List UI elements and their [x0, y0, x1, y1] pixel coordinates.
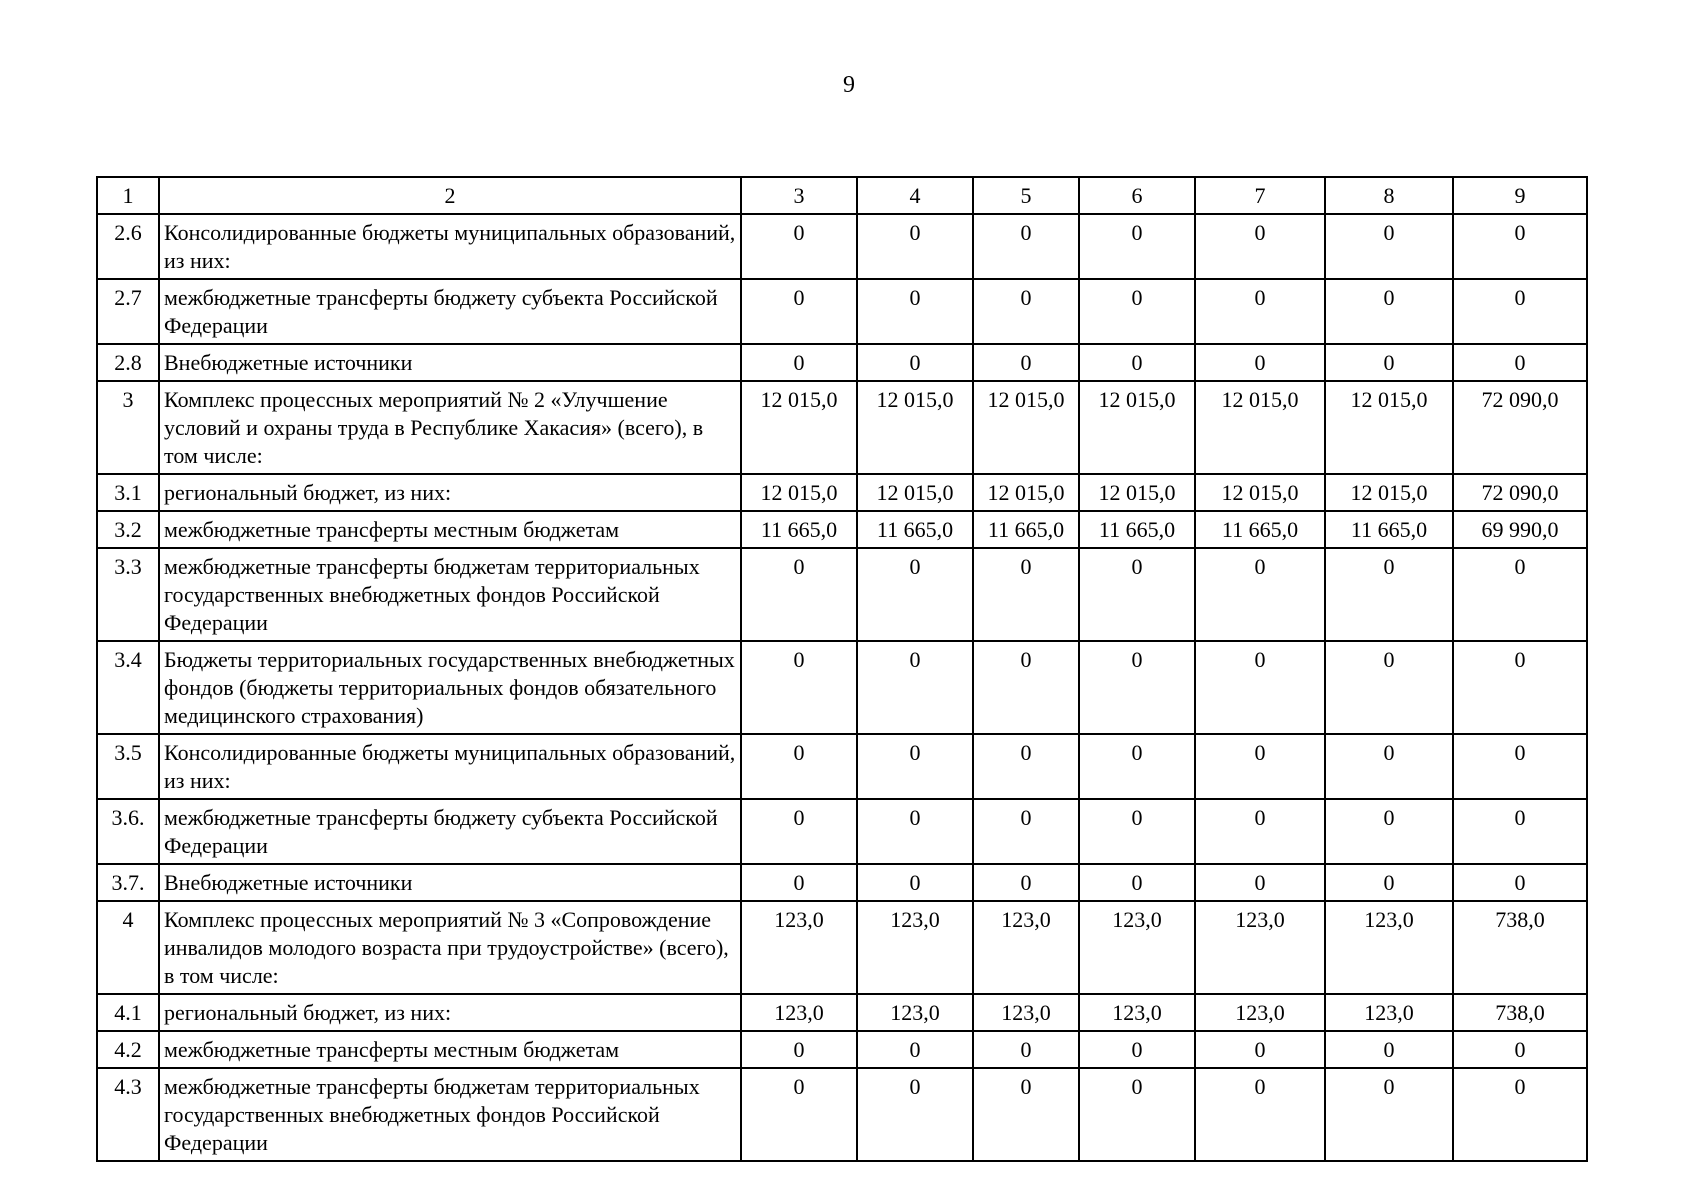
- value-cell: 0: [1325, 864, 1453, 901]
- header-cell: 7: [1195, 177, 1325, 214]
- value-cell: 0: [1453, 1068, 1587, 1161]
- value-cell: 12 015,0: [741, 381, 857, 474]
- value-cell: 0: [857, 734, 973, 799]
- value-cell: 0: [1195, 548, 1325, 641]
- value-cell: 11 665,0: [1325, 511, 1453, 548]
- row-name: межбюджетные трансферты местным бюджетам: [159, 1031, 741, 1068]
- value-cell: 11 665,0: [1079, 511, 1195, 548]
- table-row: [97, 279, 1587, 344]
- value-cell: 11 665,0: [741, 511, 857, 548]
- row-name: межбюджетные трансферты бюджетам территориальных государственных внебюджетных фондов Российской Федерации: [159, 1068, 741, 1161]
- value-cell: 12 015,0: [1195, 474, 1325, 511]
- value-cell: 0: [1195, 344, 1325, 381]
- row-number: 3: [97, 381, 159, 474]
- value-cell: 0: [973, 548, 1079, 641]
- value-cell: 11 665,0: [857, 511, 973, 548]
- table-row: [97, 994, 1587, 1031]
- header-cell: 2: [159, 177, 741, 214]
- value-cell: 123,0: [973, 994, 1079, 1031]
- row-number: 3.3: [97, 548, 159, 641]
- value-cell: 0: [1453, 279, 1587, 344]
- row-number: 4: [97, 901, 159, 994]
- value-cell: 12 015,0: [857, 381, 973, 474]
- row-number: 4.3: [97, 1068, 159, 1161]
- value-cell: 72 090,0: [1453, 381, 1587, 474]
- table-row: [97, 214, 1587, 279]
- table-row: [97, 799, 1587, 864]
- value-cell: 0: [741, 1031, 857, 1068]
- value-cell: 0: [1195, 799, 1325, 864]
- page-number: 9: [843, 72, 855, 98]
- value-cell: 0: [1079, 344, 1195, 381]
- value-cell: 12 015,0: [857, 474, 973, 511]
- row-name: региональный бюджет, из них:: [159, 994, 741, 1031]
- value-cell: 0: [1079, 641, 1195, 734]
- row-number: 3.5: [97, 734, 159, 799]
- value-cell: 123,0: [1195, 901, 1325, 994]
- value-cell: 0: [973, 799, 1079, 864]
- row-number: 3.2: [97, 511, 159, 548]
- value-cell: 0: [741, 799, 857, 864]
- row-name: межбюджетные трансферты бюджетам территориальных государственных внебюджетных фондов Российской Федерации: [159, 548, 741, 641]
- value-cell: 0: [1079, 214, 1195, 279]
- header-cell: 6: [1079, 177, 1195, 214]
- value-cell: 123,0: [857, 901, 973, 994]
- value-cell: 123,0: [741, 994, 857, 1031]
- value-cell: 0: [1453, 214, 1587, 279]
- value-cell: 123,0: [973, 901, 1079, 994]
- value-cell: 123,0: [857, 994, 973, 1031]
- row-number: 3.7.: [97, 864, 159, 901]
- value-cell: 0: [1453, 548, 1587, 641]
- value-cell: 0: [1195, 734, 1325, 799]
- value-cell: 11 665,0: [973, 511, 1079, 548]
- row-name: Консолидированные бюджеты муниципальных образований, из них:: [159, 214, 741, 279]
- value-cell: 0: [1325, 641, 1453, 734]
- value-cell: 69 990,0: [1453, 511, 1587, 548]
- value-cell: 0: [857, 214, 973, 279]
- value-cell: 0: [1195, 864, 1325, 901]
- header-cell: 1: [97, 177, 159, 214]
- header-cell: 4: [857, 177, 973, 214]
- header-cell: 5: [973, 177, 1079, 214]
- value-cell: 12 015,0: [973, 381, 1079, 474]
- table-row: [97, 734, 1587, 799]
- value-cell: 0: [1079, 864, 1195, 901]
- value-cell: 0: [973, 1031, 1079, 1068]
- value-cell: 0: [741, 279, 857, 344]
- value-cell: 123,0: [1079, 994, 1195, 1031]
- row-number: 3.4: [97, 641, 159, 734]
- value-cell: 12 015,0: [1325, 381, 1453, 474]
- row-name: межбюджетные трансферты местным бюджетам: [159, 511, 741, 548]
- value-cell: 0: [857, 279, 973, 344]
- value-cell: 0: [857, 548, 973, 641]
- row-name: межбюджетные трансферты бюджету субъекта Российской Федерации: [159, 799, 741, 864]
- row-name: Комплекс процессных мероприятий № 3 «Сопровождение инвалидов молодого возраста при трудоустройстве» (всего), в том числе:: [159, 901, 741, 994]
- value-cell: 12 015,0: [973, 474, 1079, 511]
- value-cell: 72 090,0: [1453, 474, 1587, 511]
- value-cell: 0: [973, 279, 1079, 344]
- value-cell: 0: [741, 548, 857, 641]
- row-number: 4.1: [97, 994, 159, 1031]
- row-name: Внебюджетные источники: [159, 344, 741, 381]
- value-cell: 12 015,0: [741, 474, 857, 511]
- header-cell: 8: [1325, 177, 1453, 214]
- row-name: региональный бюджет, из них:: [159, 474, 741, 511]
- value-cell: 0: [1195, 1068, 1325, 1161]
- value-cell: 12 015,0: [1325, 474, 1453, 511]
- value-cell: 0: [1453, 344, 1587, 381]
- value-cell: 0: [741, 1068, 857, 1161]
- table-row: [97, 381, 1587, 474]
- table-body: [97, 177, 1587, 1161]
- value-cell: 0: [973, 734, 1079, 799]
- row-name: Бюджеты территориальных государственных внебюджетных фондов (бюджеты территориальных фондов обязательного медицинского страхования): [159, 641, 741, 734]
- value-cell: 123,0: [1079, 901, 1195, 994]
- table-row: [97, 511, 1587, 548]
- value-cell: 0: [973, 344, 1079, 381]
- row-number: 2.8: [97, 344, 159, 381]
- value-cell: 0: [1325, 344, 1453, 381]
- table-row: [97, 901, 1587, 994]
- value-cell: 0: [857, 641, 973, 734]
- value-cell: 0: [1325, 279, 1453, 344]
- row-name: межбюджетные трансферты бюджету субъекта Российской Федерации: [159, 279, 741, 344]
- value-cell: 0: [1325, 548, 1453, 641]
- row-number: 4.2: [97, 1031, 159, 1068]
- value-cell: 12 015,0: [1079, 474, 1195, 511]
- value-cell: 0: [973, 1068, 1079, 1161]
- value-cell: 123,0: [1195, 994, 1325, 1031]
- value-cell: 12 015,0: [1195, 381, 1325, 474]
- value-cell: 0: [741, 344, 857, 381]
- row-name: Консолидированные бюджеты муниципальных образований, из них:: [159, 734, 741, 799]
- value-cell: 0: [1079, 279, 1195, 344]
- row-name: Комплекс процессных мероприятий № 2 «Улучшение условий и охраны труда в Республике Хакасия» (всего), в том числе:: [159, 381, 741, 474]
- value-cell: 0: [1325, 799, 1453, 864]
- table-row: [97, 641, 1587, 734]
- value-cell: 0: [741, 214, 857, 279]
- value-cell: 0: [741, 864, 857, 901]
- value-cell: 0: [1453, 864, 1587, 901]
- value-cell: 0: [1079, 734, 1195, 799]
- value-cell: 11 665,0: [1195, 511, 1325, 548]
- value-cell: 123,0: [741, 901, 857, 994]
- value-cell: 0: [1453, 1031, 1587, 1068]
- value-cell: 0: [973, 864, 1079, 901]
- value-cell: 0: [1079, 548, 1195, 641]
- header-row: [97, 177, 1587, 214]
- table-row: [97, 864, 1587, 901]
- value-cell: 0: [1325, 1068, 1453, 1161]
- value-cell: 123,0: [1325, 901, 1453, 994]
- value-cell: 0: [857, 344, 973, 381]
- value-cell: 123,0: [1325, 994, 1453, 1031]
- value-cell: 0: [857, 864, 973, 901]
- budget-table: [96, 176, 1588, 1162]
- value-cell: 0: [1325, 1031, 1453, 1068]
- row-number: 3.6.: [97, 799, 159, 864]
- header-cell: 3: [741, 177, 857, 214]
- value-cell: 0: [1195, 214, 1325, 279]
- value-cell: 0: [1453, 799, 1587, 864]
- value-cell: 0: [857, 1031, 973, 1068]
- value-cell: 0: [1325, 734, 1453, 799]
- value-cell: 0: [741, 734, 857, 799]
- value-cell: 0: [1195, 1031, 1325, 1068]
- value-cell: 0: [857, 799, 973, 864]
- table-row: [97, 1031, 1587, 1068]
- value-cell: 0: [1453, 641, 1587, 734]
- value-cell: 0: [857, 1068, 973, 1161]
- row-name: Внебюджетные источники: [159, 864, 741, 901]
- value-cell: 0: [1079, 1068, 1195, 1161]
- value-cell: 738,0: [1453, 901, 1587, 994]
- value-cell: 0: [1453, 734, 1587, 799]
- header-cell: 9: [1453, 177, 1587, 214]
- table-row: [97, 344, 1587, 381]
- value-cell: 0: [1325, 214, 1453, 279]
- value-cell: 0: [741, 641, 857, 734]
- table-row: [97, 474, 1587, 511]
- value-cell: 0: [973, 641, 1079, 734]
- table-row: [97, 1068, 1587, 1161]
- value-cell: 738,0: [1453, 994, 1587, 1031]
- value-cell: 0: [1079, 799, 1195, 864]
- value-cell: 0: [1195, 641, 1325, 734]
- value-cell: 0: [1195, 279, 1325, 344]
- value-cell: 12 015,0: [1079, 381, 1195, 474]
- row-number: 2.7: [97, 279, 159, 344]
- row-number: 2.6: [97, 214, 159, 279]
- table-row: [97, 548, 1587, 641]
- row-number: 3.1: [97, 474, 159, 511]
- value-cell: 0: [973, 214, 1079, 279]
- value-cell: 0: [1079, 1031, 1195, 1068]
